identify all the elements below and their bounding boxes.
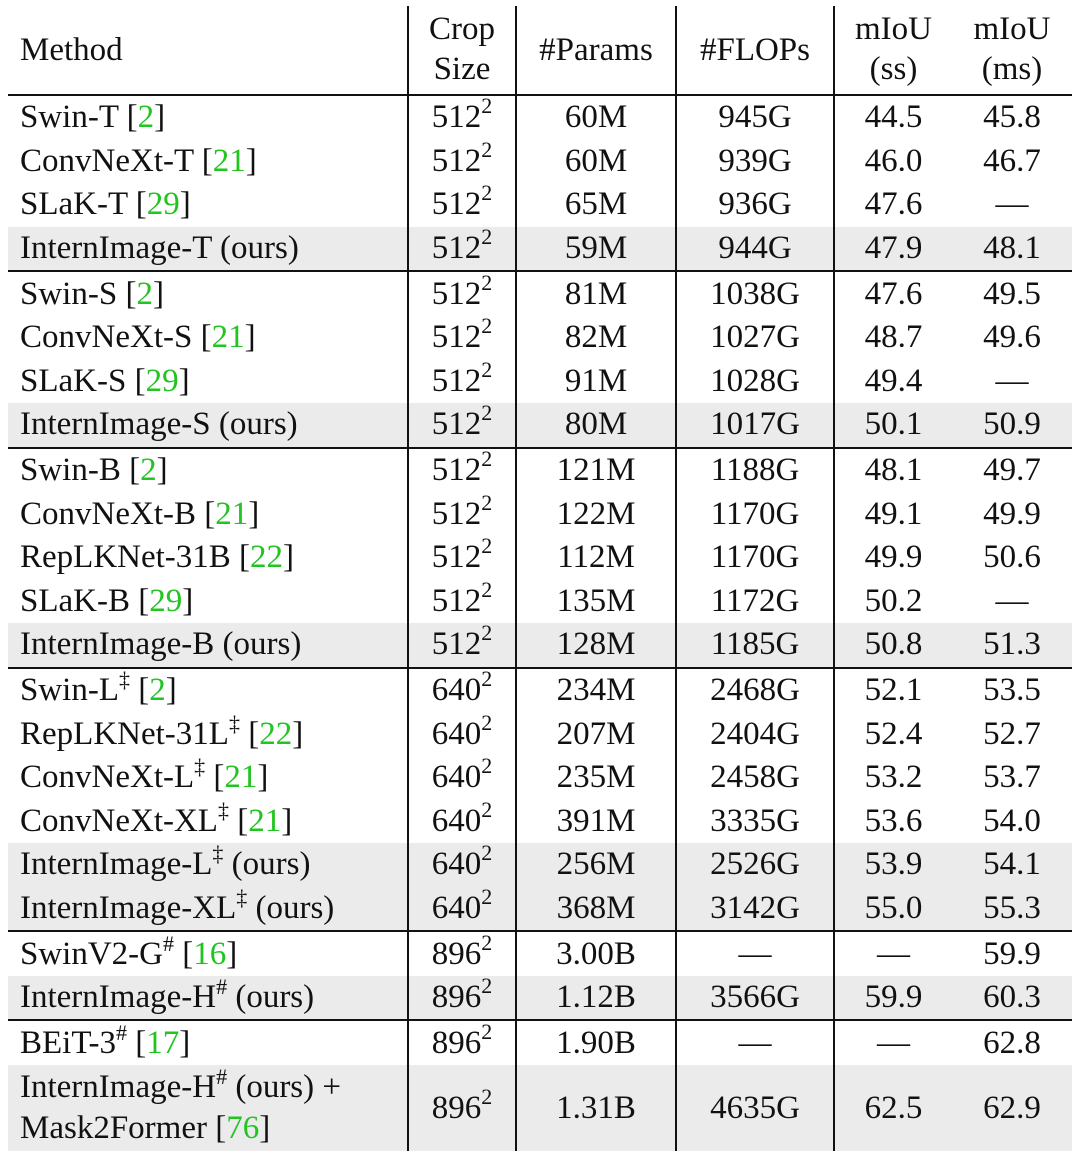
crop-size-exponent: 2: [481, 709, 493, 735]
segmentation-results-table: [8, 6, 1072, 1151]
params-cell: 80M: [516, 403, 676, 448]
method-suffix: (ours): [235, 979, 315, 1016]
method-cell: SLaK-S [29]: [20, 362, 190, 399]
params-cell: 91M: [516, 360, 676, 404]
params-cell: 60M: [516, 140, 676, 184]
method-cell: RepLKNet-31L‡ [22]: [20, 710, 304, 752]
crop-size-value: 512: [431, 452, 482, 489]
method-name: Swin-T: [20, 99, 119, 136]
method-name: Swin-L: [20, 672, 119, 709]
method-cell: ConvNeXt-T [21]: [20, 142, 257, 179]
crop-size-value: 512: [431, 99, 482, 136]
params-cell: 65M: [516, 183, 676, 227]
header-flops: #FLOPs: [676, 6, 834, 95]
miou-ss-cell: 48.7: [834, 316, 952, 360]
header-crop-line1: Crop: [429, 11, 495, 48]
params-cell: 207M: [516, 712, 676, 756]
crop-size-value: 512: [431, 230, 482, 267]
flops-cell: 1170G: [676, 492, 834, 536]
flops-cell: 2526G: [676, 843, 834, 887]
miou-ms-cell: 48.1: [952, 227, 1072, 272]
citation-link[interactable]: 29: [145, 362, 179, 399]
crop-size-value: 512: [431, 275, 482, 312]
miou-ms-cell: 46.7: [983, 142, 1041, 179]
table-row: [8, 316, 1072, 360]
crop-size-cell: [408, 973, 516, 1021]
miou-ss-cell: 44.5: [834, 95, 952, 140]
table-row: [8, 1065, 1072, 1151]
params-cell: 135M: [516, 580, 676, 624]
method-mark: #: [115, 1019, 127, 1045]
crop-size-cell: [408, 136, 516, 184]
params-cell: 59M: [516, 227, 676, 272]
citation-link[interactable]: 17: [146, 1024, 180, 1061]
table-row: [8, 668, 1072, 713]
citation-link[interactable]: 76: [226, 1110, 260, 1147]
method-name: InternImage-T: [20, 230, 212, 267]
table-row: [8, 448, 1072, 493]
miou-ms-cell: 54.0: [983, 802, 1041, 839]
crop-size-value: 512: [431, 186, 482, 223]
method-name: ConvNeXt-B: [20, 495, 196, 532]
crop-size-cell: [408, 620, 516, 668]
crop-size-value: 512: [431, 495, 482, 532]
miou-ms-cell: 49.6: [983, 319, 1041, 356]
miou-ms-cell: —: [995, 186, 1029, 223]
citation-link[interactable]: 21: [212, 142, 246, 179]
header-ss-line2: (ss): [869, 51, 918, 87]
flops-cell: 1028G: [676, 360, 834, 404]
params-cell: 121M: [516, 448, 676, 493]
miou-ms-cell: 45.8: [983, 99, 1041, 136]
crop-size-exponent: 2: [481, 136, 493, 162]
miou-ss-cell: 53.9: [834, 843, 952, 887]
crop-size-cell: [408, 356, 516, 404]
method-name: SLaK-S: [20, 362, 127, 399]
flops-cell: 936G: [676, 183, 834, 227]
method-mark: ‡: [119, 667, 130, 693]
method-cell: [8, 843, 408, 887]
crop-size-exponent: 2: [481, 180, 493, 206]
flops-cell: 3566G: [676, 976, 834, 1021]
method-suffix: (ours) +: [235, 1068, 341, 1105]
header-ms-line2: (ms): [981, 51, 1043, 87]
flops-cell: 1188G: [676, 448, 834, 493]
crop-size-exponent: 2: [481, 929, 493, 955]
flops-cell: 2404G: [676, 712, 834, 756]
miou-ms-cell: 60.3: [952, 976, 1072, 1021]
crop-size-value: 896: [431, 935, 482, 972]
crop-size-exponent: 2: [481, 489, 493, 515]
miou-ms-cell: 62.9: [952, 1065, 1072, 1151]
crop-size-exponent: 2: [481, 576, 493, 602]
miou-ms-cell: 54.1: [952, 843, 1072, 887]
method-suffix: (ours): [220, 230, 299, 267]
flops-cell: 3335G: [676, 800, 834, 844]
crop-size-cell: [408, 796, 516, 844]
crop-size-value: 896: [431, 1089, 482, 1126]
method-line2: Mask2Former: [20, 1110, 207, 1147]
table-row: [8, 580, 1072, 624]
header-row: [8, 6, 1072, 95]
method-mark: ‡: [217, 797, 229, 823]
table-row: [8, 1020, 1072, 1065]
table-row: [8, 536, 1072, 580]
method-cell: ConvNeXt-S [21]: [20, 319, 256, 356]
method-suffix: (ours): [231, 846, 311, 883]
crop-size-cell: [408, 883, 516, 932]
method-name: Swin-B: [20, 452, 121, 489]
params-cell: 60M: [516, 95, 676, 140]
method-name: ConvNeXt-XL: [20, 802, 218, 839]
params-cell: 234M: [516, 668, 676, 713]
miou-ms-cell: 50.9: [952, 403, 1072, 448]
miou-ss-cell: 50.1: [834, 403, 952, 448]
crop-size-value: 512: [431, 362, 482, 399]
table-row: [8, 800, 1072, 844]
crop-size-value: 896: [431, 1024, 482, 1061]
flops-cell: —: [676, 1020, 834, 1065]
miou-ss-cell: 55.0: [834, 887, 952, 932]
crop-size-cell: [408, 224, 516, 272]
table-row: [8, 756, 1072, 800]
method-name: InternImage-H: [20, 979, 217, 1016]
method-mark: #: [163, 930, 175, 956]
method-cell: RepLKNet-31B [22]: [20, 539, 295, 576]
method-mark: #: [216, 1063, 228, 1089]
flops-cell: 3142G: [676, 887, 834, 932]
table-row: [8, 140, 1072, 184]
miou-ss-cell: —: [834, 1020, 952, 1065]
method-name: InternImage-H: [20, 1068, 217, 1105]
miou-ms-cell: 51.3: [952, 623, 1072, 668]
citation-link[interactable]: 29: [146, 186, 180, 223]
crop-size-exponent: 2: [481, 93, 493, 119]
method-mark: ‡: [228, 710, 240, 736]
table-row: [8, 403, 1072, 448]
method-cell: ConvNeXt-L‡ [21]: [20, 754, 269, 796]
crop-size-value: 640: [431, 889, 482, 926]
params-cell: 1.12B: [516, 976, 676, 1021]
method-name: InternImage-B: [20, 626, 215, 663]
crop-size-value: 512: [431, 406, 482, 443]
crop-size-exponent: 2: [481, 269, 493, 295]
table-row: [8, 95, 1072, 140]
crop-size-cell: [408, 489, 516, 536]
crop-size-value: 640: [431, 759, 482, 796]
miou-ss-cell: 47.6: [834, 271, 952, 316]
header-params: #Params: [516, 6, 676, 95]
method-cell: BEiT-3# [17]: [20, 1019, 191, 1061]
method-cell: Swin-T [2]: [20, 99, 166, 136]
params-cell: 112M: [516, 536, 676, 580]
method-cell: [8, 623, 408, 668]
crop-size-exponent: 2: [481, 973, 493, 999]
table-row: [8, 360, 1072, 404]
method-mark: ‡: [194, 754, 206, 780]
crop-size-cell: [408, 753, 516, 800]
params-cell: 256M: [516, 843, 676, 887]
header-miou-ss: [834, 6, 952, 95]
miou-ss-cell: 52.4: [834, 712, 952, 756]
params-cell: 1.31B: [516, 1065, 676, 1151]
crop-size-cell: [408, 1065, 516, 1151]
method-cell: InternImage-H# (ours) + Mask2Former [76]: [8, 1065, 408, 1151]
miou-ss-cell: 53.2: [834, 756, 952, 800]
crop-size-value: 640: [431, 715, 482, 752]
method-cell: Swin-B [2]: [20, 452, 168, 489]
crop-size-exponent: 2: [481, 533, 493, 559]
flops-cell: 939G: [676, 140, 834, 184]
method-suffix: (ours): [222, 626, 302, 663]
params-cell: 128M: [516, 623, 676, 668]
method-name: RepLKNet-31B: [20, 539, 231, 576]
crop-size-cell: [408, 180, 516, 227]
citation-link[interactable]: 2: [140, 452, 157, 489]
method-cell: [8, 227, 408, 272]
method-name: SLaK-T: [20, 186, 128, 223]
flops-cell: 1017G: [676, 403, 834, 448]
method-name: ConvNeXt-S: [20, 319, 193, 356]
crop-size-cell: [408, 668, 516, 713]
table-row: [8, 843, 1072, 887]
header-method: Method: [8, 6, 408, 95]
params-cell: 81M: [516, 271, 676, 316]
crop-size-exponent: 2: [481, 796, 493, 822]
crop-size-exponent: 2: [481, 620, 493, 646]
crop-size-exponent: 2: [481, 446, 493, 472]
params-cell: 391M: [516, 800, 676, 844]
crop-size-cell: [408, 709, 516, 756]
table-row: [8, 712, 1072, 756]
method-name: InternImage-S: [20, 406, 211, 443]
header-miou-ms: [952, 6, 1072, 95]
citation-link[interactable]: 21: [224, 759, 258, 796]
miou-ss-cell: 52.1: [834, 668, 952, 713]
flops-cell: 1172G: [676, 580, 834, 624]
miou-ms-cell: 52.7: [983, 715, 1041, 752]
miou-ms-cell: 50.6: [983, 539, 1041, 576]
miou-ss-cell: 49.1: [834, 492, 952, 536]
crop-size-exponent: 2: [481, 666, 493, 692]
method-cell: [8, 976, 408, 1021]
crop-size-value: 512: [431, 582, 482, 619]
citation-link[interactable]: 2: [137, 99, 155, 136]
flops-cell: 1027G: [676, 316, 834, 360]
miou-ss-cell: 50.2: [834, 580, 952, 624]
crop-size-cell: [408, 95, 516, 140]
miou-ms-cell: —: [995, 582, 1029, 619]
miou-ss-cell: 62.5: [834, 1065, 952, 1151]
crop-size-exponent: 2: [481, 1018, 493, 1044]
method-name: ConvNeXt-L: [20, 759, 195, 796]
table-row: [8, 623, 1072, 668]
miou-ms-cell: —: [995, 362, 1029, 399]
flops-cell: —: [676, 931, 834, 976]
flops-cell: 945G: [676, 95, 834, 140]
crop-size-value: 640: [431, 802, 482, 839]
method-cell: Swin-L‡ [2]: [20, 667, 177, 709]
crop-size-cell: [408, 271, 516, 316]
params-cell: 1.90B: [516, 1020, 676, 1065]
method-cell: [8, 884, 408, 932]
table-row: [8, 227, 1072, 272]
method-suffix: (ours): [255, 889, 335, 926]
crop-size-value: 512: [431, 319, 482, 356]
citation-link[interactable]: 29: [149, 582, 183, 619]
crop-size-value: 512: [431, 142, 482, 179]
miou-ms-cell: 49.7: [983, 452, 1041, 489]
citation-link[interactable]: 22: [250, 539, 284, 576]
method-mark: ‡: [236, 884, 248, 910]
method-name: BEiT-3: [20, 1024, 116, 1061]
flops-cell: 2468G: [676, 668, 834, 713]
table-row: [8, 887, 1072, 932]
crop-size-exponent: 2: [481, 1083, 493, 1109]
method-name: RepLKNet-31L: [20, 715, 229, 752]
crop-size-value: 512: [431, 539, 482, 576]
flops-cell: 1038G: [676, 271, 834, 316]
crop-size-exponent: 2: [481, 313, 493, 339]
miou-ss-cell: 48.1: [834, 448, 952, 493]
method-name: SLaK-B: [20, 582, 130, 619]
method-name: ConvNeXt-T: [20, 142, 194, 179]
miou-ss-cell: 47.6: [834, 183, 952, 227]
flops-cell: 1185G: [676, 623, 834, 668]
crop-size-cell: [408, 840, 516, 887]
miou-ss-cell: 50.8: [834, 623, 952, 668]
citation-link[interactable]: 21: [211, 319, 245, 356]
citation-link[interactable]: 2: [149, 672, 166, 709]
crop-size-exponent: 2: [481, 400, 493, 426]
citation-link[interactable]: 21: [215, 495, 249, 532]
crop-size-exponent: 2: [481, 356, 493, 382]
params-cell: 235M: [516, 756, 676, 800]
table-row: [8, 183, 1072, 227]
table-row: [8, 931, 1072, 976]
miou-ms-cell: 49.9: [983, 495, 1041, 532]
citation-link[interactable]: 2: [136, 275, 153, 312]
flops-cell: 4635G: [676, 1065, 834, 1151]
table-body: [8, 95, 1072, 1151]
header-crop-size: [408, 6, 516, 95]
miou-ss-cell: 49.9: [834, 536, 952, 580]
method-name: SwinV2-G: [20, 935, 164, 972]
table-row: [8, 976, 1072, 1021]
crop-size-value: 896: [431, 979, 482, 1016]
method-cell: ConvNeXt-B [21]: [20, 495, 260, 532]
miou-ss-cell: 46.0: [834, 140, 952, 184]
method-suffix: (ours): [218, 406, 298, 443]
method-cell: SLaK-B [29]: [20, 582, 194, 619]
method-name: InternImage-XL: [20, 889, 237, 926]
method-cell: SwinV2-G# [16]: [20, 930, 238, 972]
citation-link[interactable]: 22: [259, 715, 293, 752]
method-mark: #: [216, 974, 228, 1000]
crop-size-exponent: 2: [481, 883, 493, 909]
header-crop-line2: Size: [433, 51, 491, 87]
header-ss-line1: mIoU: [855, 11, 932, 48]
flops-cell: 944G: [676, 227, 834, 272]
method-mark: ‡: [212, 841, 224, 867]
miou-ss-cell: 47.9: [834, 227, 952, 272]
method-cell: ConvNeXt-XL‡ [21]: [20, 797, 293, 839]
method-name: InternImage-L: [20, 846, 213, 883]
miou-ms-cell: 53.7: [983, 759, 1041, 796]
miou-ss-cell: 49.4: [834, 360, 952, 404]
crop-size-cell: [408, 400, 516, 448]
method-name: Swin-S: [20, 275, 118, 312]
table-row: [8, 492, 1072, 536]
citation-link[interactable]: 16: [193, 935, 227, 972]
method-cell: SLaK-T [29]: [20, 186, 191, 223]
params-cell: 3.00B: [516, 931, 676, 976]
crop-size-cell: [408, 931, 516, 976]
crop-size-cell: [408, 576, 516, 624]
crop-size-value: 640: [431, 672, 482, 709]
crop-size-value: 640: [431, 846, 482, 883]
crop-size-value: 512: [431, 626, 482, 663]
crop-size-cell: [408, 1020, 516, 1065]
crop-size-cell: [408, 533, 516, 580]
miou-ms-cell: 55.3: [952, 887, 1072, 932]
method-cell: Swin-S [2]: [20, 275, 164, 312]
params-cell: 82M: [516, 316, 676, 360]
miou-ms-cell: 62.8: [983, 1024, 1041, 1061]
miou-ss-cell: —: [834, 931, 952, 976]
crop-size-exponent: 2: [481, 753, 493, 779]
miou-ss-cell: 59.9: [834, 976, 952, 1021]
citation-link[interactable]: 21: [248, 802, 282, 839]
crop-size-exponent: 2: [481, 840, 493, 866]
miou-ms-cell: 53.5: [983, 672, 1041, 709]
method-cell: [8, 403, 408, 448]
header-ms-line1: mIoU: [973, 11, 1051, 48]
miou-ss-cell: 53.6: [834, 800, 952, 844]
crop-size-cell: [408, 313, 516, 360]
flops-cell: 2458G: [676, 756, 834, 800]
flops-cell: 1170G: [676, 536, 834, 580]
params-cell: 368M: [516, 887, 676, 932]
params-cell: 122M: [516, 492, 676, 536]
crop-size-cell: [408, 448, 516, 493]
miou-ms-cell: 49.5: [983, 275, 1041, 312]
miou-ms-cell: 59.9: [983, 935, 1041, 972]
crop-size-exponent: 2: [481, 224, 493, 250]
table-row: [8, 271, 1072, 316]
